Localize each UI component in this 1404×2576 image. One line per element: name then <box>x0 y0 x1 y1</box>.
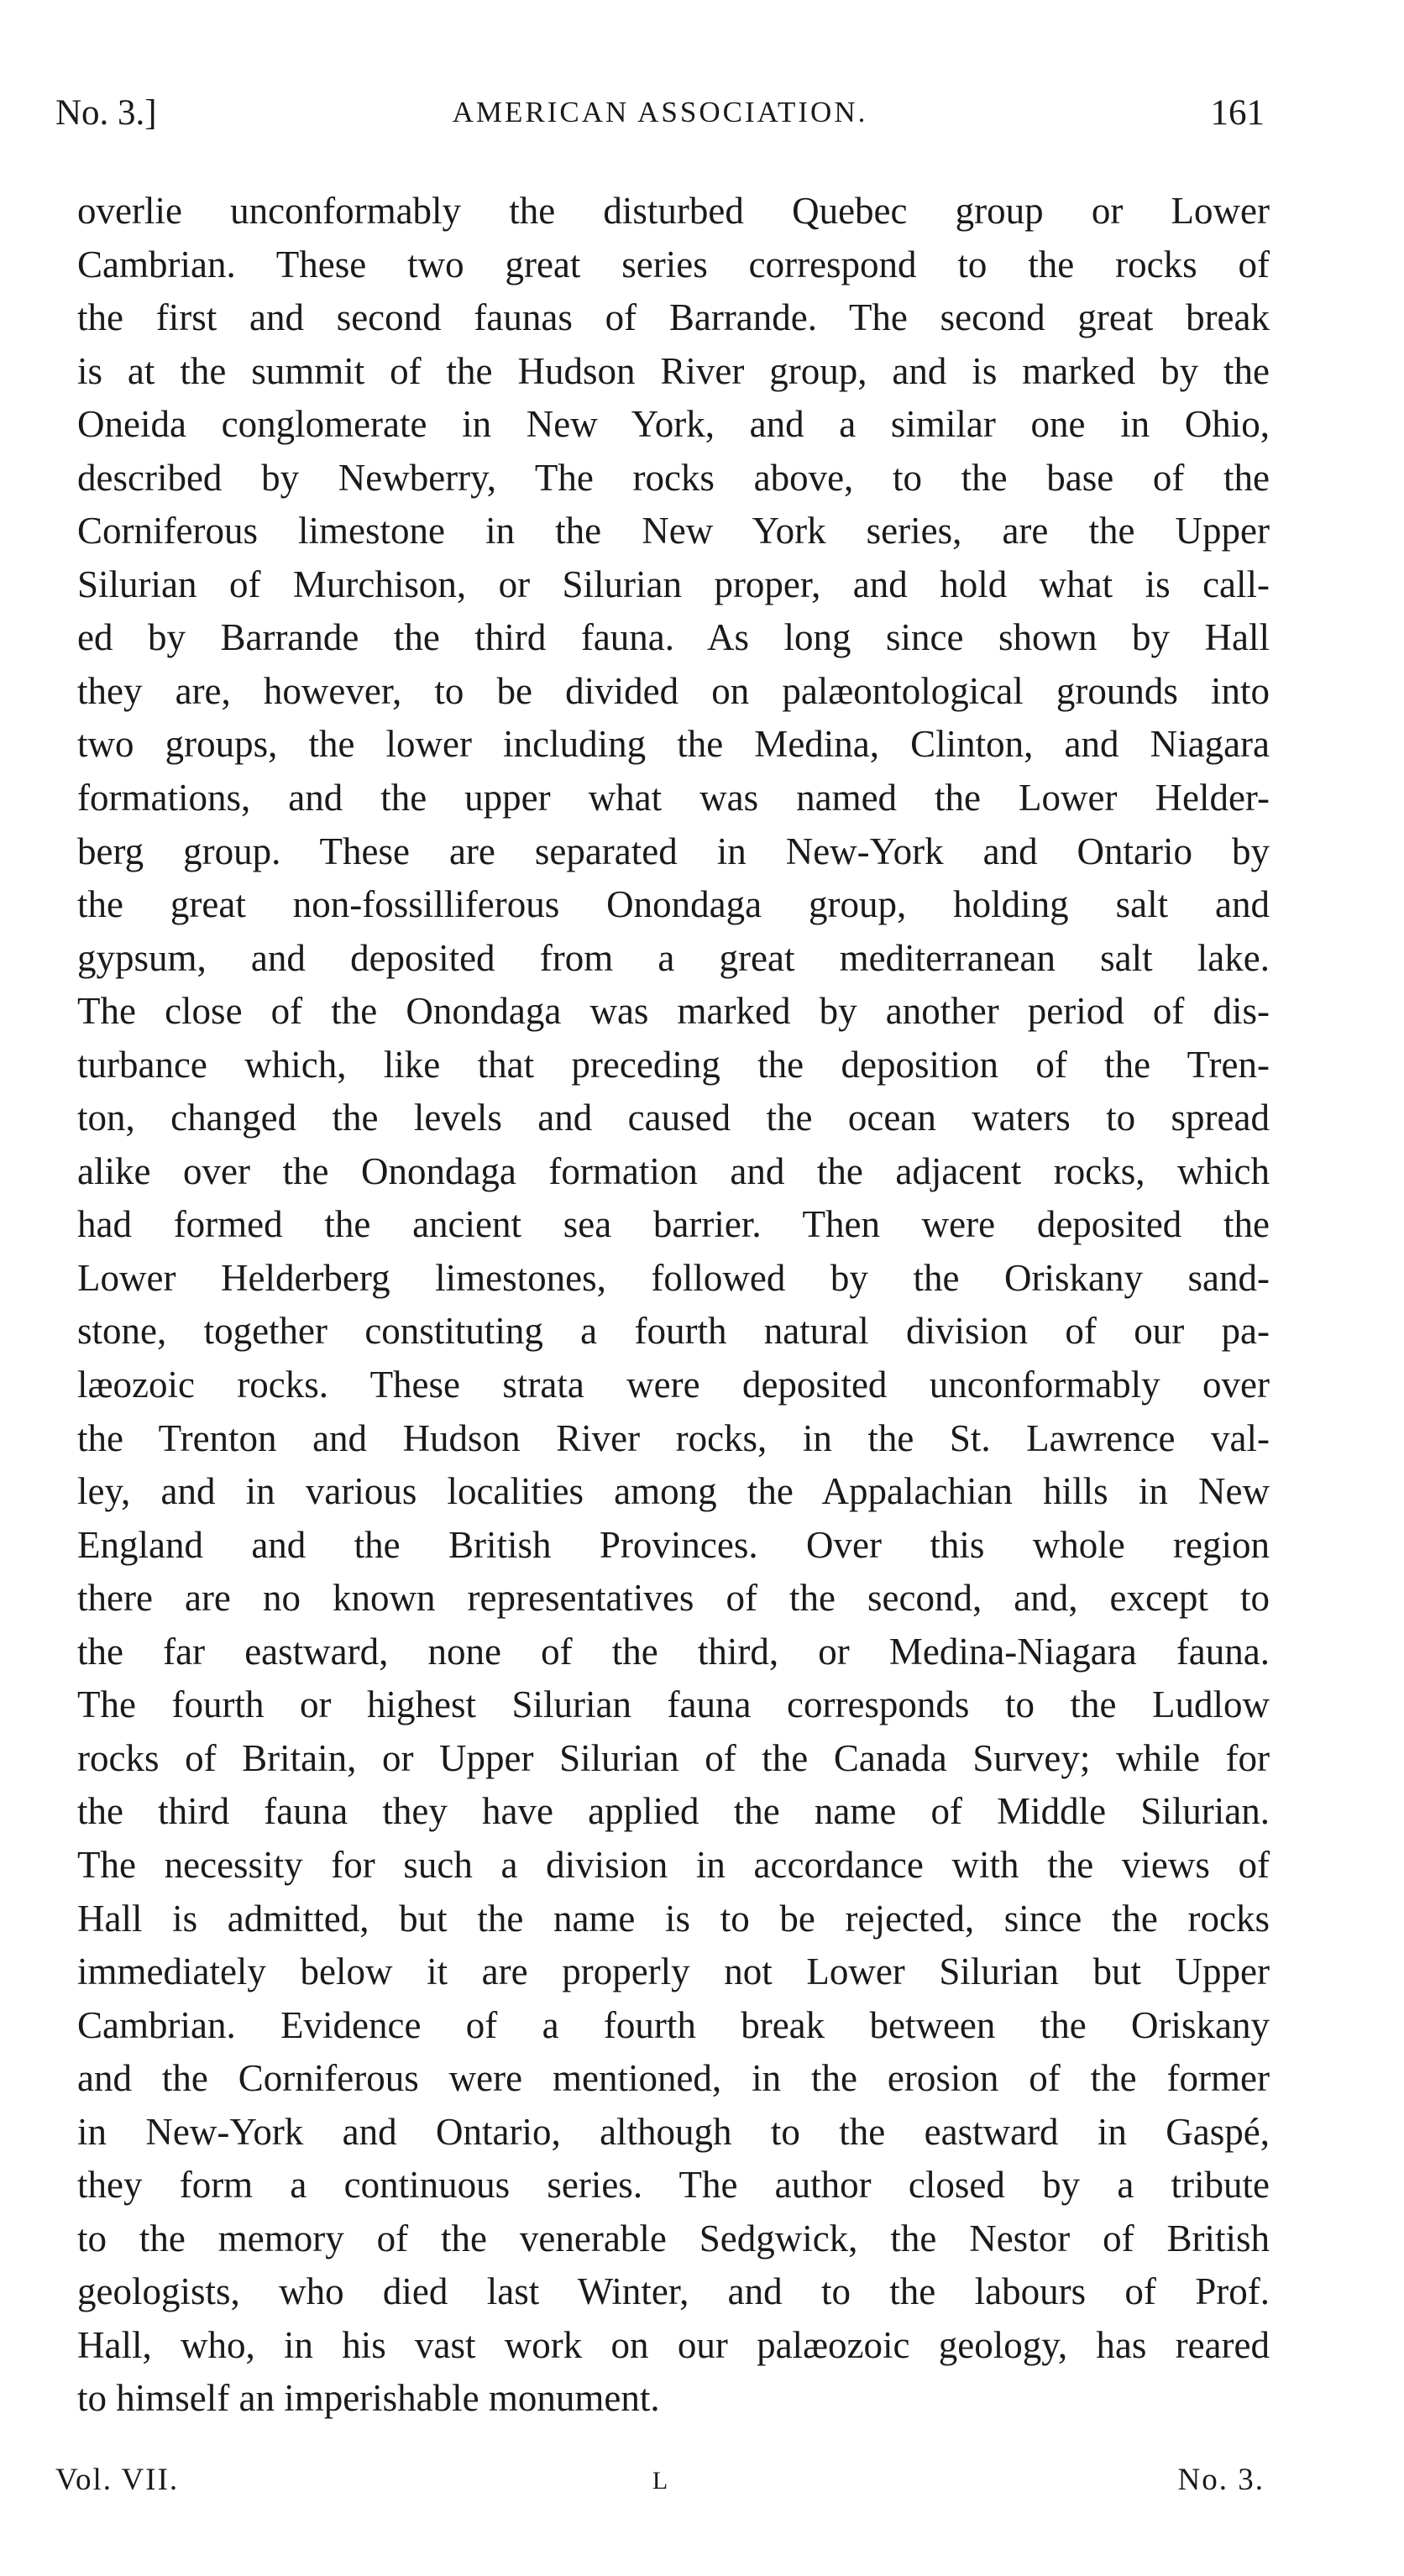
text-line: ton, changed the levels and caused the ocean waters to spread <box>77 1097 1270 1139</box>
page-footer <box>55 2462 1265 2512</box>
text-line: Lower Helderberg limestones, followed by the Oriskany sand- <box>77 1256 1270 1299</box>
text-line: and the Corniferous were mentioned, in the erosion of the former <box>77 2057 1270 2100</box>
text-line: England and the British Provinces. Over this whole region <box>77 1523 1270 1566</box>
text-line: in New-York and Ontario, although to the eastward in Gaspé, <box>77 2110 1270 2153</box>
text-line: to himself an imperishable monument. <box>77 2377 660 2420</box>
text-line: geologists, who died last Winter, and to the labours of Prof. <box>77 2270 1270 2313</box>
text-line: formations, and the upper what was named the Lower Helder- <box>77 777 1270 819</box>
text-line: the Trenton and Hudson River rocks, in the St. Lawrence val- <box>77 1416 1270 1459</box>
text-line: ed by Barrande the third fauna. As long since shown by Hall <box>77 616 1270 659</box>
text-line: stone, together constituting a fourth natural division of our pa- <box>77 1310 1270 1353</box>
issue-number: No. 3.] <box>55 93 157 133</box>
text-line: The fourth or highest Silurian fauna corresponds to the Ludlow <box>77 1683 1270 1726</box>
text-line: The close of the Onondaga was marked by another period of dis- <box>77 990 1270 1033</box>
text-line: rocks of Britain, or Upper Silurian of the Canada Survey; while for <box>77 1736 1270 1779</box>
text-line: had formed the ancient sea barrier. Then were deposited the <box>77 1203 1270 1246</box>
text-line: Silurian of Murchison, or Silurian proper, and hold what is call- <box>77 563 1270 605</box>
text-line: gypsum, and deposited from a great mediterranean salt lake. <box>77 936 1270 979</box>
text-line: is at the summit of the Hudson River group, and is marked by the <box>77 349 1270 392</box>
text-line: alike over the Onondaga formation and the adjacent rocks, which <box>77 1149 1270 1192</box>
footer-issue-number: No. 3. <box>1177 2463 1265 2497</box>
volume-label: Vol. VII. <box>55 2463 180 2497</box>
text-line: there are no known representatives of the second, and, except to <box>77 1577 1270 1620</box>
text-line: described by Newberry, The rocks above, to the base of the <box>77 456 1270 499</box>
text-line: the great non-fossilliferous Onondaga group, holding salt and <box>77 883 1270 926</box>
text-line: immediately below it are properly not Lower Silurian but Upper <box>77 1950 1270 1993</box>
text-line: ley, and in various localities among the Appalachian hills in New <box>77 1470 1270 1513</box>
text-line: Hall, who, in his vast work on our palæozoic geology, has reared <box>77 2323 1270 2366</box>
text-line: the far eastward, none of the third, or Medina-Niagara fauna. <box>77 1630 1270 1673</box>
text-line: they are, however, to be divided on palæontological grounds into <box>77 669 1270 712</box>
text-line: the third fauna they have applied the name of Middle Silurian. <box>77 1790 1270 1833</box>
text-line: overlie unconformably the disturbed Quebec group or Lower <box>77 190 1270 232</box>
running-title: AMERICAN ASSOCIATION. <box>452 96 868 128</box>
text-line: berg group. These are separated in New-York and Ontario by <box>77 830 1270 872</box>
text-line: to the memory of the venerable Sedgwick, the Nestor of British <box>77 2217 1270 2259</box>
text-line: Cambrian. Evidence of a fourth break between the Oriskany <box>77 2003 1270 2046</box>
text-line: they form a continuous series. The author closed by a tribute <box>77 2164 1270 2207</box>
text-line: Corniferous limestone in the New York series, are the Upper <box>77 510 1270 552</box>
running-header <box>55 92 1265 151</box>
text-line: two groups, the lower including the Medina, Clinton, and Niagara <box>77 723 1270 766</box>
text-line: Oneida conglomerate in New York, and a similar one in Ohio, <box>77 403 1270 446</box>
text-line: Cambrian. These two great series correspond to the rocks of <box>77 243 1270 285</box>
signature-mark: L <box>652 2467 668 2495</box>
page-number: 161 <box>1210 93 1265 133</box>
text-line: læozoic rocks. These strata were deposited unconformably over <box>77 1364 1270 1406</box>
text-line: the first and second faunas of Barrande. The second great break <box>77 296 1270 339</box>
text-line: Hall is admitted, but the name is to be rejected, since the rocks <box>77 1897 1270 1940</box>
text-line: turbance which, like that preceding the deposition of the Tren- <box>77 1043 1270 1086</box>
body-text <box>77 185 1270 2426</box>
text-line: The necessity for such a division in accordance with the views of <box>77 1843 1270 1886</box>
